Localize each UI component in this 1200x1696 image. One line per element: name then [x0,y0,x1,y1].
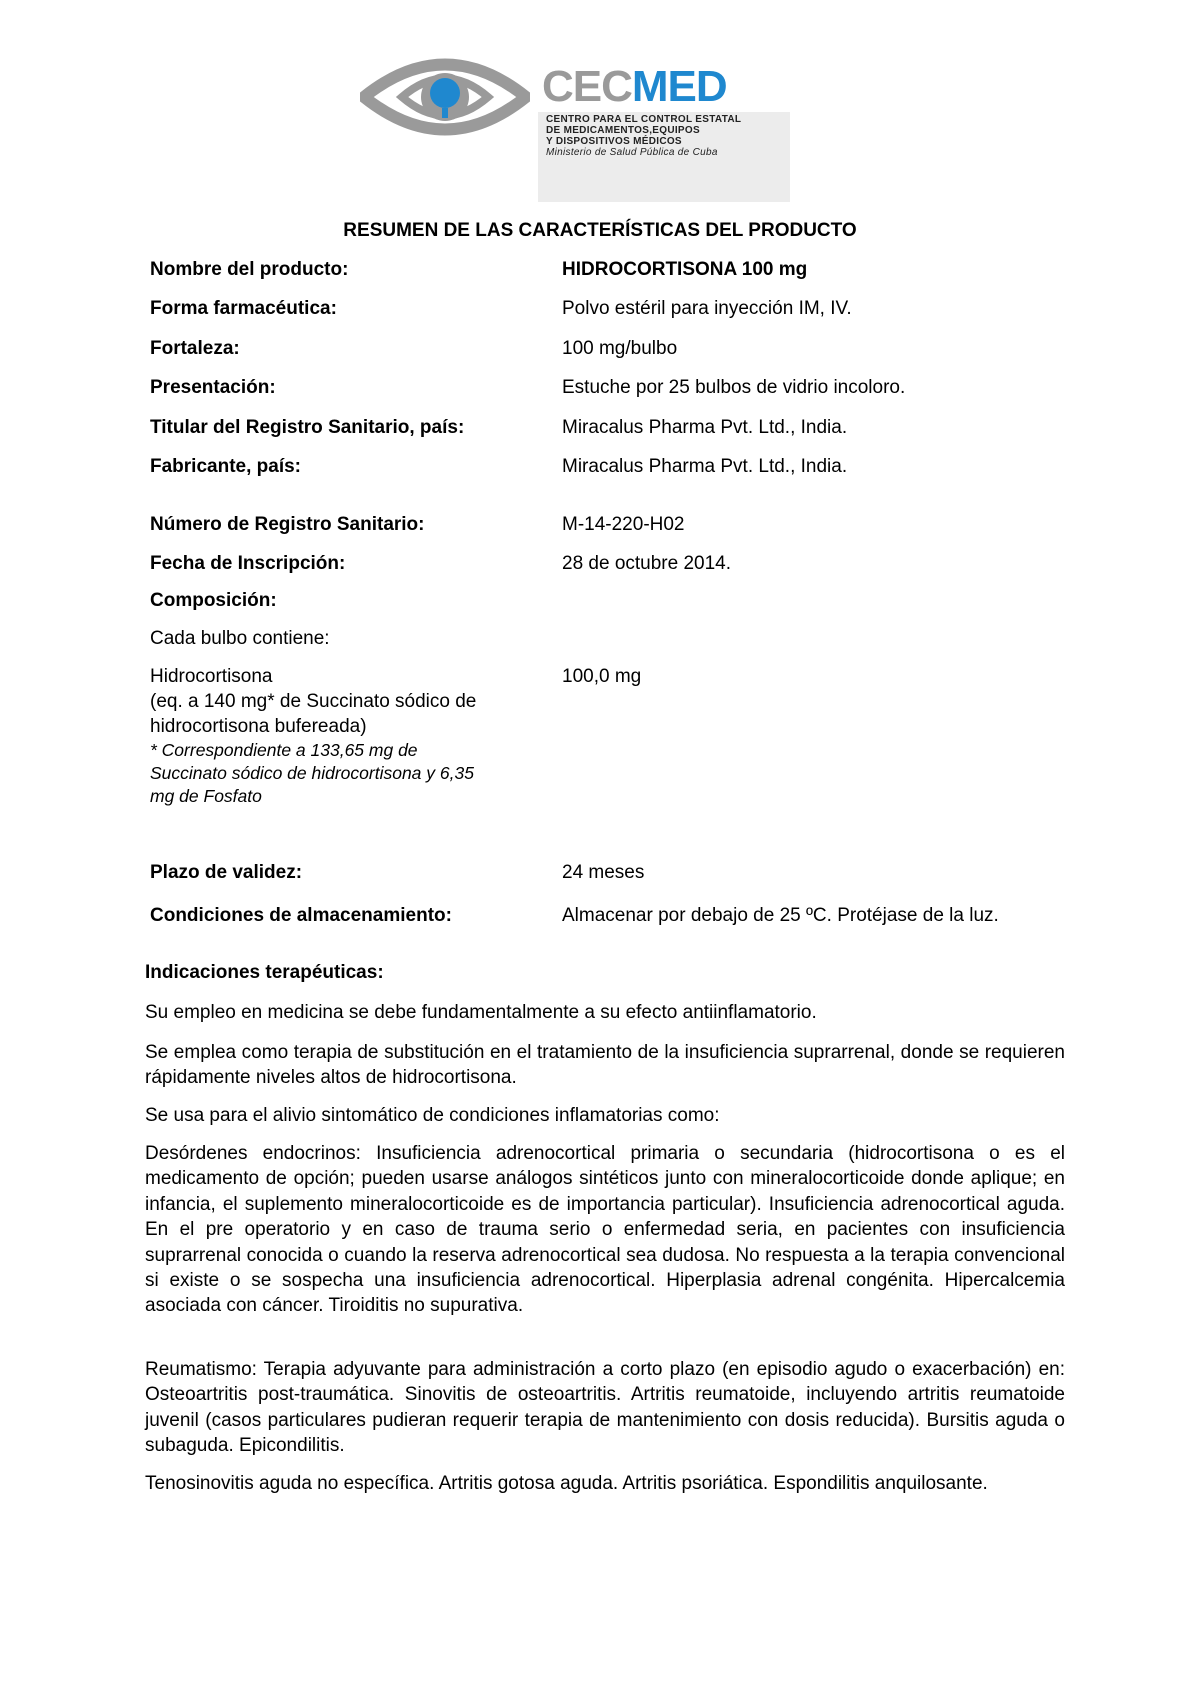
logo-subtitle-line: CENTRO PARA EL CONTROL ESTATAL [546,114,742,125]
field-label: Condiciones de almacenamiento: [150,905,452,926]
field-label: Forma farmacéutica: [150,298,337,319]
field-label: Fabricante, país: [150,456,301,477]
cecmed-logo [360,46,792,156]
logo-brand-text [542,62,727,112]
field-value: Almacenar por debajo de 25 ºC. Protéjase de la luz. [562,905,999,926]
logo-brand-med: MED [631,62,727,111]
ingredient-note-line: mg de Fosfato [150,786,262,806]
field-value: Estuche por 25 bulbos de vidrio incoloro. [562,377,906,398]
ingredient-note-line: * Correspondiente a 133,65 mg de [150,740,418,760]
indications-paragraph: Desórdenes endocrinos: Insuficiencia adrenocortical primaria o secundaria (hidrocortisona o es el medicamento de opción; pueden usarse análogos sintéticos junto con mineralocorticoide donde aplique; en infancia, el suplemento mineralocorticoide es de importancia particular). Insuficiencia adrenocortical aguda. En el pre operatorio y en caso de trauma serio o enfermedad seria, en pacientes con insuficiencia suprarrenal conocida o cuando la reserva adrenocortical sea dudosa. No respuesta a la terapia convencional si existe o se sospecha una insuficiencia adrenocortical. Hiperplasia adrenal congénita. Hipercalcemia asociada con cáncer. Tiroiditis no supurativa. [145,1143,1065,1317]
field-value: 24 meses [562,862,645,883]
field-value: Polvo estéril para inyección IM, IV. [562,298,852,319]
ingredient-line: Hidrocortisona [150,666,273,687]
composition-heading: Composición: [150,590,277,611]
field-value: 100 mg/bulbo [562,338,678,359]
field-label: Presentación: [150,377,276,398]
logo-subtitle [538,112,790,202]
ingredient-line: hidrocortisona bufereada) [150,716,367,737]
field-label: Titular del Registro Sanitario, país: [150,417,465,438]
field-label: Fecha de Inscripción: [150,553,346,574]
document-title: RESUMEN DE LAS CARACTERÍSTICAS DEL PRODUCTO [343,220,857,241]
field-label: Plazo de validez: [150,862,303,883]
composition-amount: 100,0 mg [562,666,642,687]
indications-paragraph: Su empleo en medicina se debe fundamentalmente a su efecto antiinflamatorio. [145,1002,817,1023]
indications-paragraph: Reumatismo: Terapia adyuvante para administración a corto plazo (en episodio agudo o exacerbación) en: Osteoartritis post-traumática. Sinovitis de osteoartritis. Artritis reumatoide, incluyendo artritis reumatoide juvenil (casos particulares pudieran requerir terapia de mantenimiento con dosis reducida). Bursitis aguda o subaguda. Epicondilitis. [145,1359,1065,1457]
ingredient-line: (eq. a 140 mg* de Succinato sódico de [150,691,477,712]
logo-subtitle-line: DE MEDICAMENTOS,EQUIPOS [546,125,700,136]
indications-paragraph: Tenosinovitis aguda no específica. Artritis gotosa aguda. Artritis psoriática. Espondilitis anquilosante. [145,1473,988,1494]
composition-ingredient [150,664,550,808]
field-label: Fortaleza: [150,338,240,359]
field-value: Miracalus Pharma Pvt. Ltd., India. [562,456,848,477]
logo-subtitle-line: Y DISPOSITIVOS MÉDICOS [546,136,682,147]
indications-paragraph: Se usa para el alivio sintomático de condiciones inflamatorias como: [145,1105,720,1126]
indications-paragraph: Se emplea como terapia de substitución en el tratamiento de la insuficiencia suprarrenal, donde se requieren rápidamente niveles altos de hidrocortisona. [145,1042,1065,1089]
ingredient-note-line: Succinato sódico de hidrocortisona y 6,35 [150,763,474,783]
field-value: M-14-220-H02 [562,514,685,535]
composition-intro: Cada bulbo contiene: [150,628,330,649]
field-label: Nombre del producto: [150,259,349,280]
field-label: Número de Registro Sanitario: [150,514,425,535]
field-value: 28 de octubre 2014. [562,553,732,574]
logo-brand-cec: CEC [542,62,632,111]
eye-logo-icon [360,46,530,148]
logo-ministry: Ministerio de Salud Pública de Cuba [546,147,718,158]
field-value: Miracalus Pharma Pvt. Ltd., India. [562,417,848,438]
field-value: HIDROCORTISONA 100 mg [562,259,808,280]
indications-heading: Indicaciones terapéuticas: [145,962,384,983]
